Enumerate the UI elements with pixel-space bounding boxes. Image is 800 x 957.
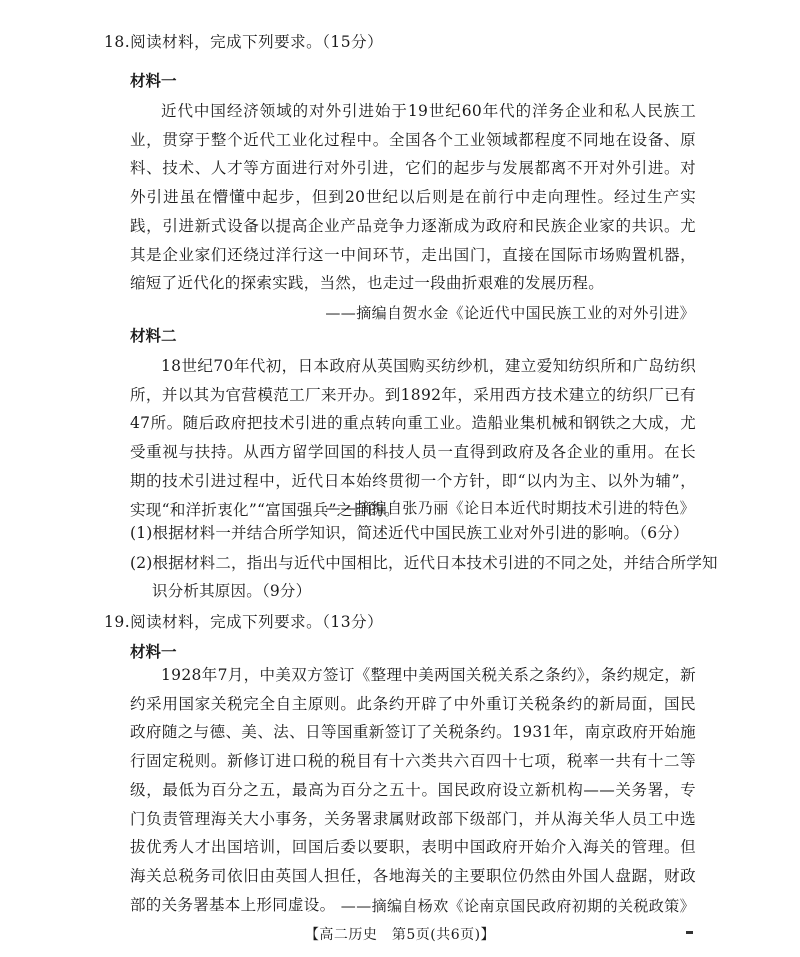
- corner-mark: [686, 931, 693, 934]
- page-footer: 【高二历史 第5页(共6页)】: [304, 927, 496, 943]
- q18-material-2-label: 材料二: [130, 326, 177, 345]
- question-18-title: 18.阅读材料，完成下列要求。（15分）: [104, 33, 384, 51]
- q18-material-1-label: 材料一: [130, 71, 177, 90]
- q19-material-1-label: 材料一: [130, 642, 177, 661]
- q18-material-2-source: ——摘编自张乃丽《论日本近代时期技术引进的特色》: [325, 499, 695, 517]
- q18-sub-question-2: (2)根据材料二，指出与近代中国相比，近代日本技术引进的不同之处，并结合所学知识分析其原因。（9分）: [130, 554, 718, 600]
- question-19-title: 19.阅读材料，完成下列要求。（13分）: [104, 613, 384, 631]
- q18-material-1-source: ——摘编自贺水金《论近代中国民族工业的对外引进》: [325, 304, 695, 322]
- q18-sub-question-1: (1)根据材料一并结合所学知识，简述近代中国民族工业对外引进的影响。（6分）: [130, 524, 689, 542]
- q19-material-1-source: ——摘编自杨欢《论南京国民政府初期的关税政策》: [340, 897, 695, 915]
- q18-material-1-text: 近代中国经济领域的对外引进始于19世纪60年代的洋务企业和私人民族工业，贯穿于整个近代工业化过程中。全国各个工业领域都程度不同地在设备、原料、技术、人才等方面进行对外引进，它们的起步与发展都离不开对外引进。对外引进虽在懵懂中起步，但到20世纪以后则是在前行中走向理性。经过生产实践，引进新式设备以提高企业产品竞争力逐渐成为政府和民族企业家的共识。尤其是企业家们还绕过洋行这一中间环节，走出国门，直接在国际市场购置机器，缩短了近代化的探索实践，当然，也走过一段曲折艰难的发展历程。: [130, 102, 696, 293]
- q18-material-2-text: 18世纪70年代初，日本政府从英国购买纺纱机，建立爱知纺织所和广岛纺织所，并以其为官营模范工厂来开办。到1892年，采用西方技术建立的纺织厂已有47所。随后政府把技术引进的重点转向重工业。造船业集机械和钢铁之大成，尤受重视与扶持。从西方留学回国的科技人员一直得到政府及各企业的重用。在长期的技术引进过程中，近代日本始终贯彻一个方针，即“以内为主、以外为辅”，实现“和洋折衷化”“富国强兵”之目的。: [130, 357, 696, 519]
- q19-material-1-text: 1928年7月，中美双方签订《整理中美两国关税关系之条约》，条约规定，新约采用国家关税完全自主原则。此条约开辟了中外重订关税条约的新局面，国民政府随之与德、美、法、日等国重新签订了关税条约。1931年，南京政府开始施行固定税则。新修订进口税的税目有十六类共六百四十七项，税率一共有十二等级，最低为百分之五，最高为百分之五十。国民政府设立新机构——关务署，专门负责管理海关大小事务，关务署隶属财政部下级部门，并从海关华人员工中选拔优秀人才出国培训，回国后委以要职，表明中国政府开始介入海关的管理。但海关总税务司依旧由英国人担任，各地海关的主要职位仍然由外国人盘踞，财政部的关务署基本上形同虚设。: [130, 666, 696, 914]
